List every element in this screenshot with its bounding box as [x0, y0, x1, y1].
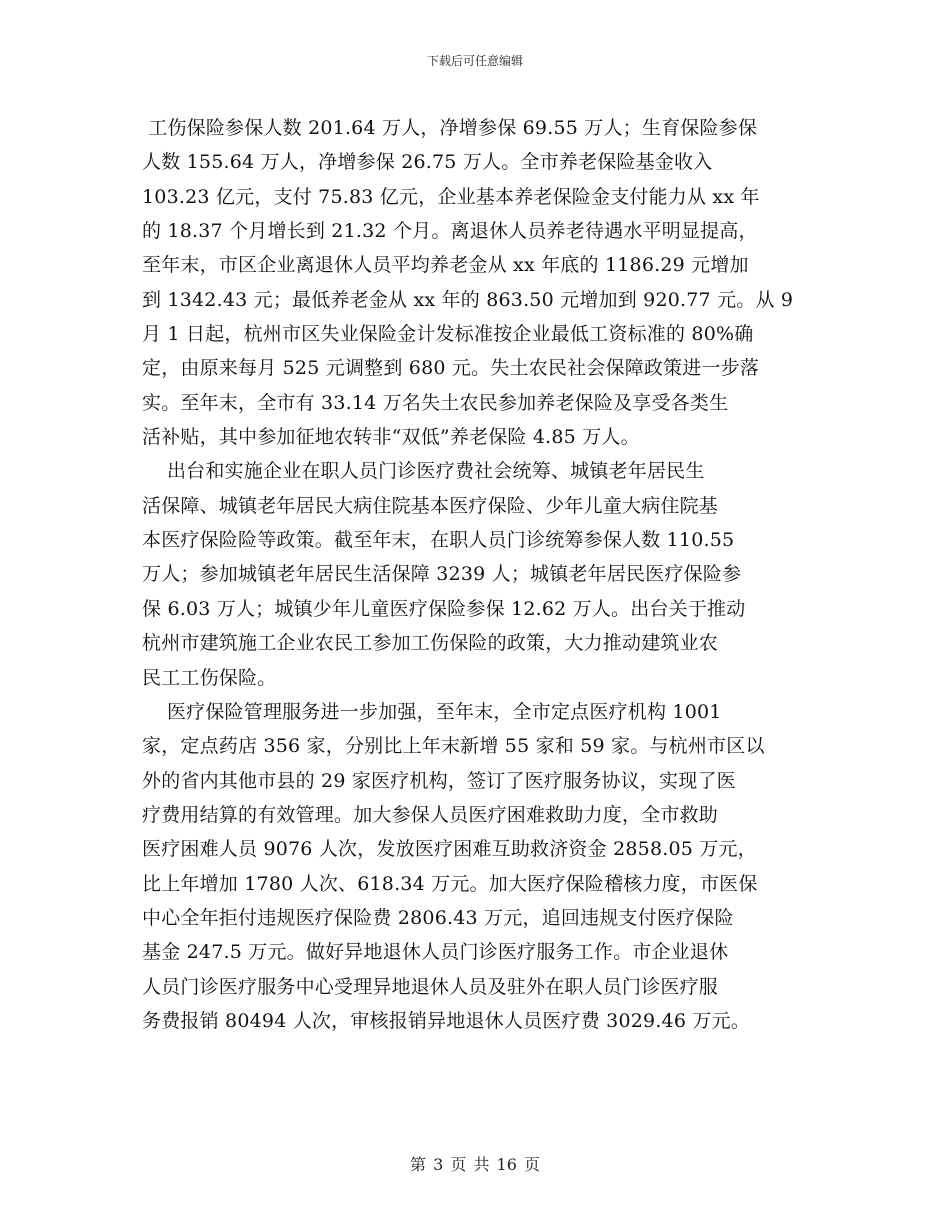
text-line: 民工工伤保险。	[142, 666, 277, 689]
body-text	[142, 111, 810, 1038]
text-line: 比上年增加 1780 人次、618.34 万元。加大医疗保险稽核力度，市医保	[142, 872, 758, 895]
text-line: 活补贴，其中参加征地农转非“双低”养老保险 4.85 万人。	[142, 426, 640, 449]
text-line: 保 6.03 万人；城镇少年儿童医疗保险参保 12.62 万人。出台关于推动	[142, 597, 746, 620]
text-line: 到 1342.43 元；最低养老金从 xx 年的 863.50 元增加到 920.77 元。从 9	[142, 288, 794, 311]
text-line: 至年末，市区企业离退休人员平均养老金从 xx 年底的 1186.29 元增加	[142, 254, 749, 277]
text-line: 月 1 日起，杭州市区失业保险金计发标准按企业最低工资标准的 80%确	[142, 323, 754, 346]
text-line: 基金 247.5 万元。做好异地退休人员门诊医疗服务工作。市企业退休	[142, 941, 729, 964]
text-line: 出台和实施企业在职人员门诊医疗费社会统筹、城镇老年居民生	[142, 460, 705, 483]
text-line: 工伤保险参保人数 201.64 万人，净增参保 69.55 万人；生育保险参保	[142, 117, 758, 139]
text-line: 万人；参加城镇老年居民生活保障 3239 人；城镇老年居民医疗保险参	[142, 563, 742, 586]
text-line: 杭州市建筑施工企业农民工参加工伤保险的政策，大力推动建筑业农	[142, 632, 719, 655]
text-line: 定，由原来每月 525 元调整到 680 元。失土农民社会保障政策进一步落	[142, 357, 760, 380]
text-line: 家，定点药店 356 家，分别比上年末新增 55 家和 59 家。与杭州市区以	[142, 735, 765, 758]
text-line: 中心全年拒付违规医疗保险费 2806.43 万元，追回违规支付医疗保险	[142, 906, 734, 929]
text-line: 疗费用结算的有效管理。加大参保人员医疗困难救助力度，全市救助	[142, 803, 719, 826]
page-header: 下载后可任意编辑	[426, 54, 523, 68]
text-line: 的 18.37 个月增长到 21.32 个月。离退休人员养老待遇水平明显提高，	[142, 220, 758, 243]
text-line: 外的省内其他市县的 29 家医疗机构，签订了医疗服务协议，实现了医	[142, 769, 736, 792]
text-line: 人员门诊医疗服务中心受理异地退休人员及驻外在职人员门诊医疗服	[142, 975, 719, 998]
text-line: 103.23 亿元，支付 75.83 亿元，企业基本养老保险金支付能力从 xx 年	[142, 185, 760, 208]
text-line: 人数 155.64 万人，净增参保 26.75 万人。全市养老保险基金收入	[142, 151, 713, 174]
text-line: 务费报销 80494 人次，审核报销异地退休人员医疗费 3029.46 万元。	[142, 1009, 750, 1032]
text-line: 实。至年末，全市有 33.14 万名失土农民参加养老保险及享受各类生	[142, 391, 729, 414]
text-line: 医疗保险管理服务进一步加强，至年末，全市定点医疗机构 1001	[142, 700, 722, 723]
text-line: 本医疗保险险等政策。截至年末，在职人员门诊统筹参保人数 110.55	[142, 529, 735, 552]
text-line: 活保障、城镇老年居民大病住院基本医疗保险、少年儿童大病住院基	[142, 494, 719, 517]
text-line: 医疗困难人员 9076 人次，发放医疗困难互助救济资金 2858.05 万元，	[142, 838, 757, 861]
page-number: 第 3 页 共 16 页	[410, 1155, 540, 1174]
